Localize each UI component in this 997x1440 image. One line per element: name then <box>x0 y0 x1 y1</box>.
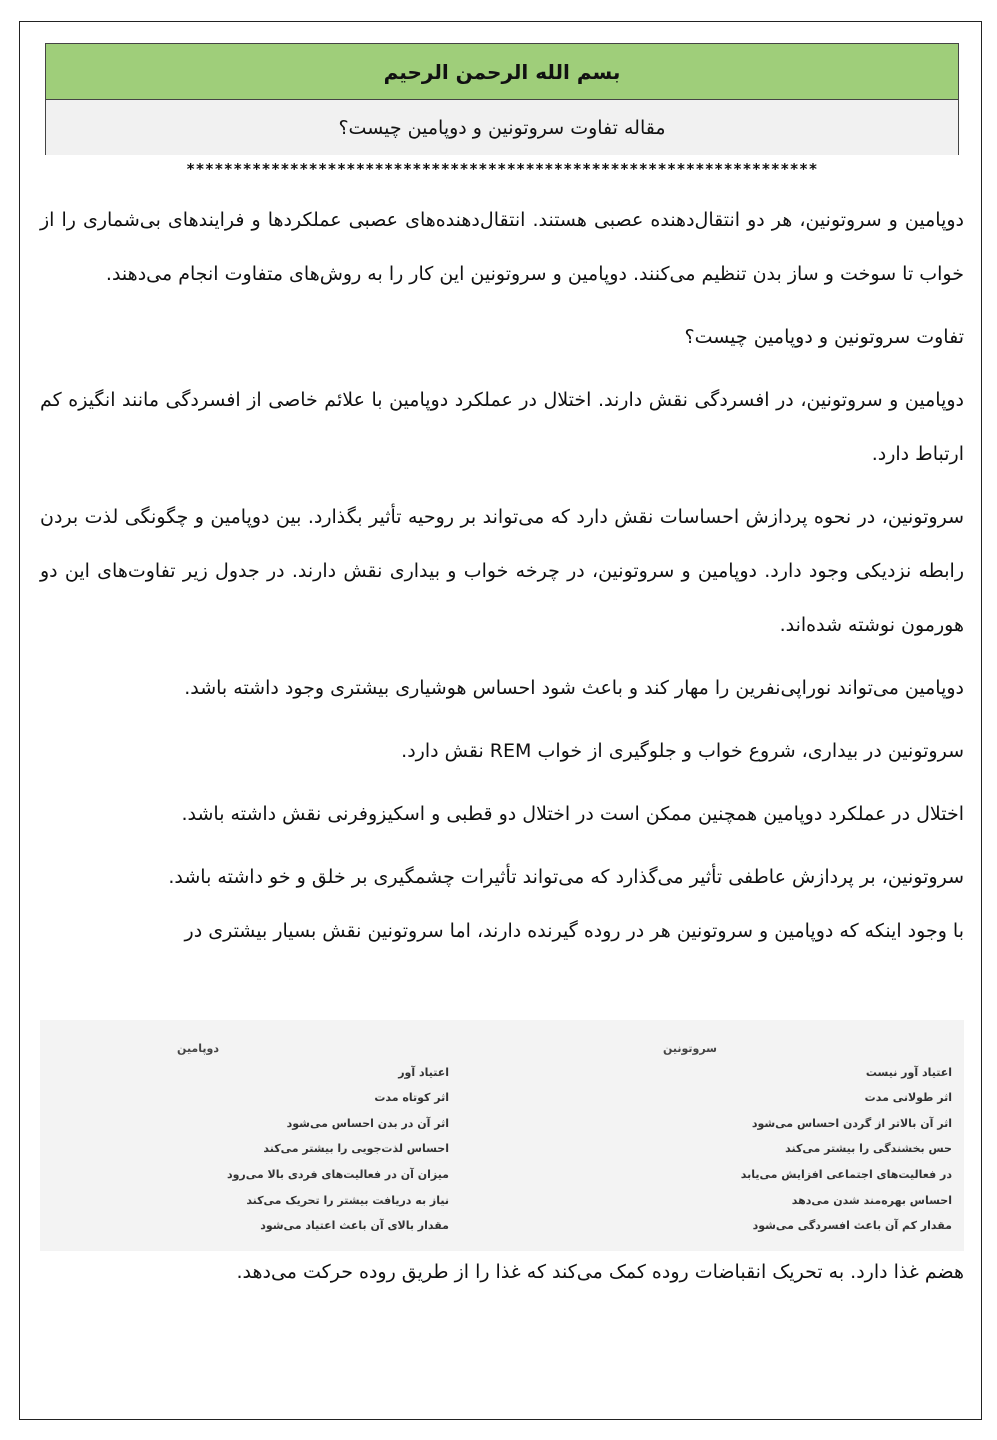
paragraph-digestion: هضم غذا دارد. به تحریک انقباضات روده کمک می‌کند که غذا را از طریق روده حرکت می‌دهد. <box>236 1261 964 1283</box>
article-title: مقاله تفاوت سروتونین و دوپامین چیست؟ <box>46 100 958 155</box>
serotonin-row: در فعالیت‌های اجتماعی افزایش می‌یابد <box>740 1168 952 1181</box>
paragraph-gut: با وجود اینکه که دوپامین و سروتونین هر در روده گیرنده دارند، اما سروتونین نقش بسیار بیشتری در <box>184 920 964 942</box>
header-table <box>45 43 959 155</box>
serotonin-header: سروتونین <box>662 1042 717 1055</box>
serotonin-row: اعتیاد آور نیست <box>865 1066 952 1079</box>
paragraph-emotion: سروتونین، در نحوه پردازش احساسات نقش دارد که می‌تواند بر روحیه تأثیر بگذارد. بین دوپامین و چگونگی لذت بردن رابطه نزدیکی وجود دارد. دوپامین و سروتونین، در چرخه خواب و بیداری نقش دارند. در جدول زیر تفاوت‌های این دو هورمون نوشته شده‌اند. <box>40 506 964 636</box>
paragraph-depression: دوپامین و سروتونین، در افسردگی نقش دارند. اختلال در عملکرد دوپامین با علائم خاصی از افسردگی مانند انگیزه کم ارتباط دارد. <box>40 389 964 465</box>
paragraph-norepinephrine: دوپامین می‌تواند نوراپی‌نفرین را مهار کند و باعث شود احساس هوشیاری بیشتری وجود داشته باشد. <box>184 677 964 699</box>
article-body <box>40 193 964 958</box>
dopamine-row: اثر آن در بدن احساس می‌شود <box>286 1117 449 1130</box>
dopamine-row: احساس لذت‌جویی را بیشتر می‌کند <box>263 1142 449 1155</box>
dopamine-row: اثر کوتاه مدت <box>374 1091 449 1104</box>
comparison-table-image <box>40 1020 964 1251</box>
serotonin-row: اثر آن بالاتر از گردن احساس می‌شود <box>751 1117 952 1130</box>
separator-line: ******************************************************************* <box>186 160 818 178</box>
dopamine-row: اعتیاد آور <box>398 1066 449 1079</box>
paragraph-sleep: سروتونین در بیداری، شروع خواب و جلوگیری از خواب REM نقش دارد. <box>401 740 964 762</box>
paragraph-bipolar: اختلال در عملکرد دوپامین همچنین ممکن است در اختلال دو قطبی و اسکیزوفرنی نقش داشته باشد. <box>181 803 964 825</box>
serotonin-row: احساس بهره‌مند شدن می‌دهد <box>791 1194 952 1207</box>
serotonin-row: حس بخشندگی را بیشتر می‌کند <box>785 1142 952 1155</box>
section-heading: تفاوت سروتونین و دوپامین چیست؟ <box>684 326 964 348</box>
dopamine-header: دوپامین <box>177 1042 219 1055</box>
header-title: بسم الله الرحمن الرحیم <box>46 44 958 100</box>
dopamine-row: میزان آن در فعالیت‌های فردی بالا می‌رود <box>226 1168 449 1181</box>
dopamine-row: مقدار بالای آن باعث اعتیاد می‌شود <box>260 1219 449 1232</box>
serotonin-row: اثر طولانی مدت <box>864 1091 952 1104</box>
dopamine-row: نیاز به دریافت بیشتر را تحریک می‌کند <box>246 1194 449 1207</box>
serotonin-row: مقدار کم آن باعث افسردگی می‌شود <box>752 1219 952 1232</box>
paragraph-mood: سروتونین، بر پردازش عاطفی تأثیر می‌گذارد که می‌تواند تأثیرات چشمگیری بر خلق و خو داشته باشد. <box>168 866 964 888</box>
paragraph-intro: دوپامین و سروتونین، هر دو انتقال‌دهنده عصبی هستند. انتقال‌دهنده‌های عصبی عملکردها و فرایندهای بی‌شماری را از خواب تا سوخت و ساز بدن تنظیم می‌کنند. دوپامین و سروتونین این کار را به روش‌های متفاوت انجام می‌دهند. <box>40 209 964 285</box>
